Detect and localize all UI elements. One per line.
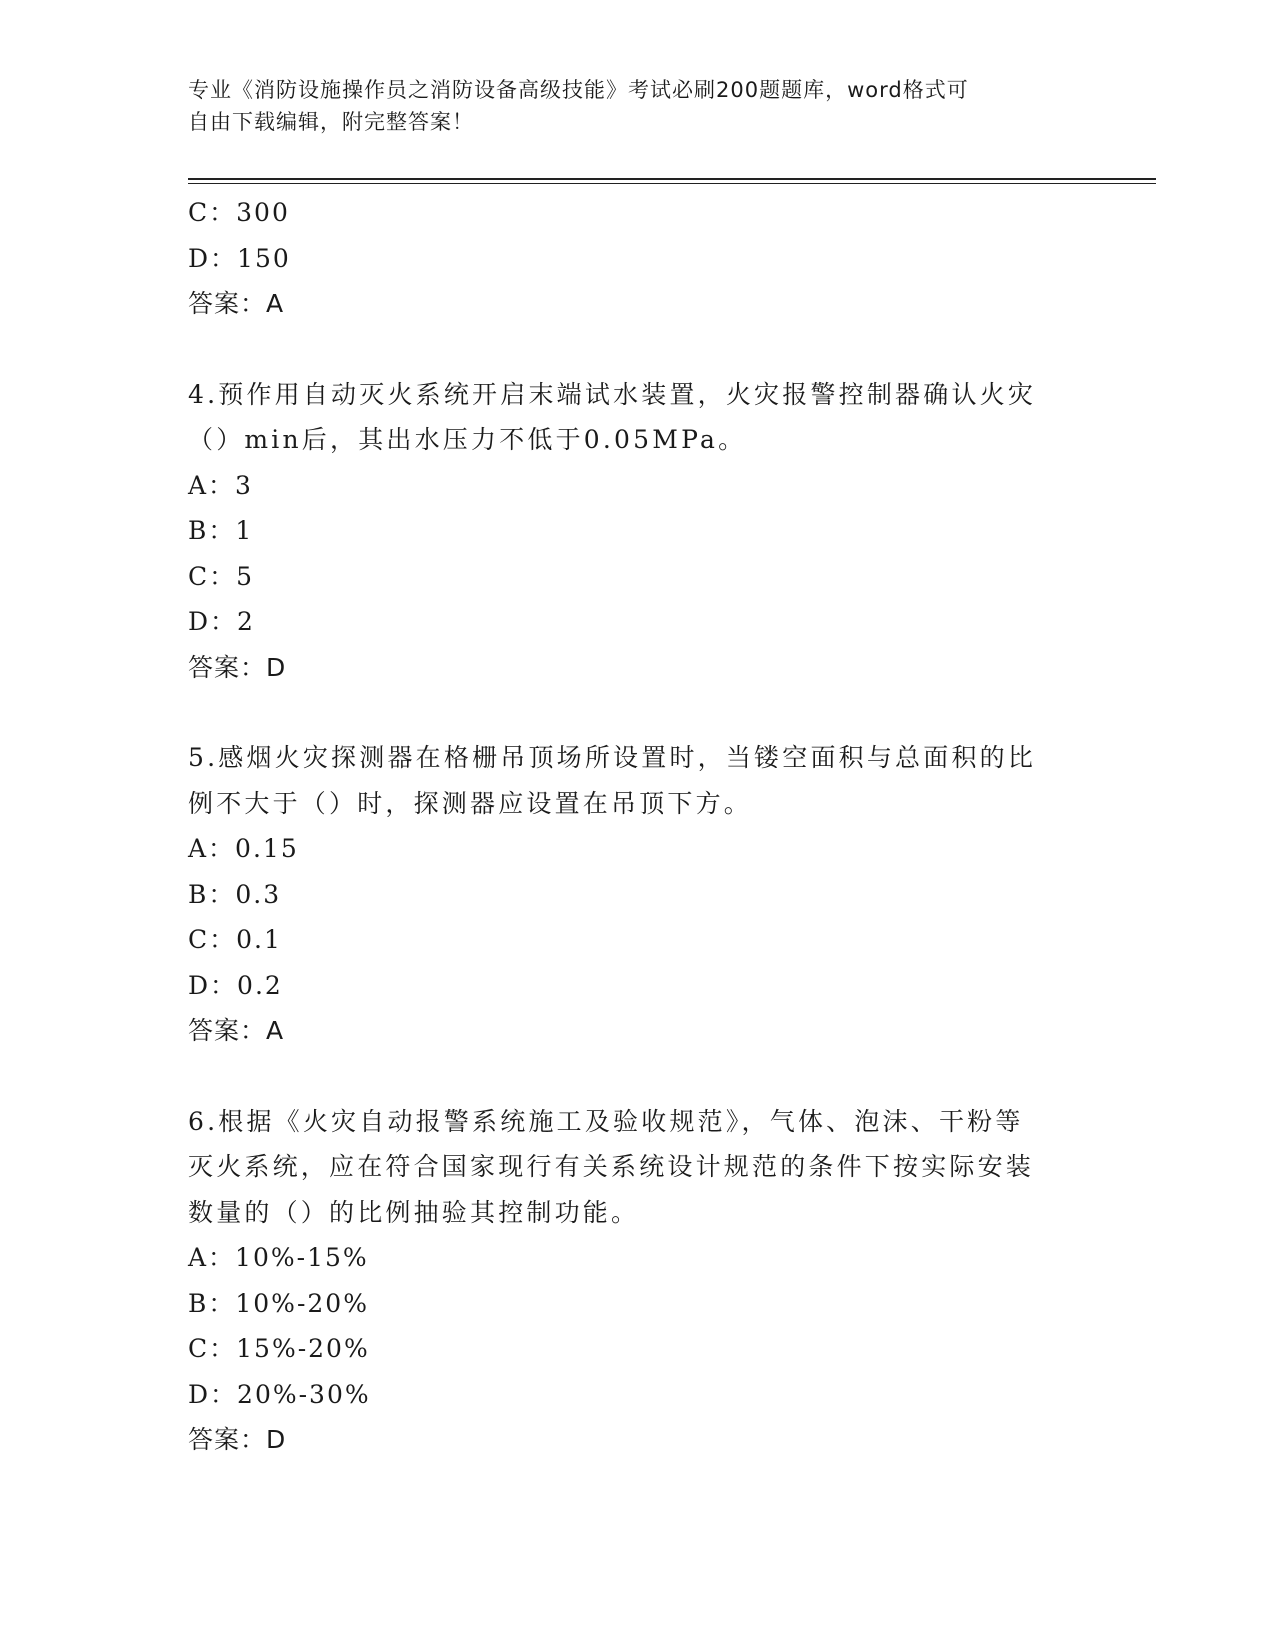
option-a: A：0.15 bbox=[188, 834, 299, 863]
document-header bbox=[188, 74, 1068, 138]
option-a: A：10%-15% bbox=[188, 1243, 369, 1272]
question-stem-line: 4.预作用自动灭火系统开启末端试水装置，火灾报警控制器确认火灾 bbox=[188, 379, 1037, 409]
spacer bbox=[188, 1054, 1068, 1099]
option-c: C：300 bbox=[188, 198, 290, 227]
question-block-6 bbox=[188, 1099, 1068, 1463]
answer-line: 答案：D bbox=[188, 1425, 287, 1454]
question-stem-line: （）min后，其出水压力不低于0.05MPa。 bbox=[188, 425, 747, 454]
option-d: D：2 bbox=[188, 607, 255, 636]
spacer bbox=[188, 327, 1068, 372]
spacer bbox=[188, 690, 1068, 735]
option-d: D：150 bbox=[188, 243, 291, 273]
answer-line: 答案：A bbox=[188, 289, 285, 318]
question-stem-line: 5.感烟火灾探测器在格栅吊顶场所设置时，当镂空面积与总面积的比 bbox=[188, 743, 1037, 772]
option-b: B：1 bbox=[188, 516, 254, 545]
question-stem-line: 例不大于（）时，探测器应设置在吊顶下方。 bbox=[188, 788, 753, 818]
option-c: C：5 bbox=[188, 561, 255, 591]
option-a: A：3 bbox=[188, 470, 253, 500]
option-c: C：15%-20% bbox=[188, 1334, 370, 1363]
question-block-3 bbox=[188, 190, 1068, 327]
answer-line: 答案：D bbox=[188, 652, 287, 682]
option-d: D：20%-30% bbox=[188, 1379, 371, 1409]
question-block-5 bbox=[188, 735, 1068, 1054]
question-stem-line: 6.根据《火灾自动报警系统施工及验收规范》，气体、泡沫、干粉等 bbox=[188, 1106, 1024, 1136]
option-d: D：0.2 bbox=[188, 970, 283, 1000]
option-b: B：0.3 bbox=[188, 879, 282, 909]
header-rule-thin bbox=[188, 183, 1156, 184]
header-line-1: 专业《消防设施操作员之消防设备高级技能》考试必刷200题题库，word格式可 bbox=[188, 78, 969, 102]
header-line-2: 自由下载编辑，附完整答案！ bbox=[188, 110, 474, 134]
option-c: C：0.1 bbox=[188, 925, 282, 954]
option-b: B：10%-20% bbox=[188, 1288, 369, 1318]
question-block-4 bbox=[188, 372, 1068, 691]
question-stem-line: 数量的（）的比例抽验其控制功能。 bbox=[188, 1197, 640, 1227]
answer-line: 答案：A bbox=[188, 1016, 285, 1045]
header-rule-thick bbox=[188, 178, 1156, 180]
question-stem-line: 灭火系统，应在符合国家现行有关系统设计规范的条件下按实际安装 bbox=[188, 1152, 1035, 1181]
question-list bbox=[188, 190, 1068, 1463]
